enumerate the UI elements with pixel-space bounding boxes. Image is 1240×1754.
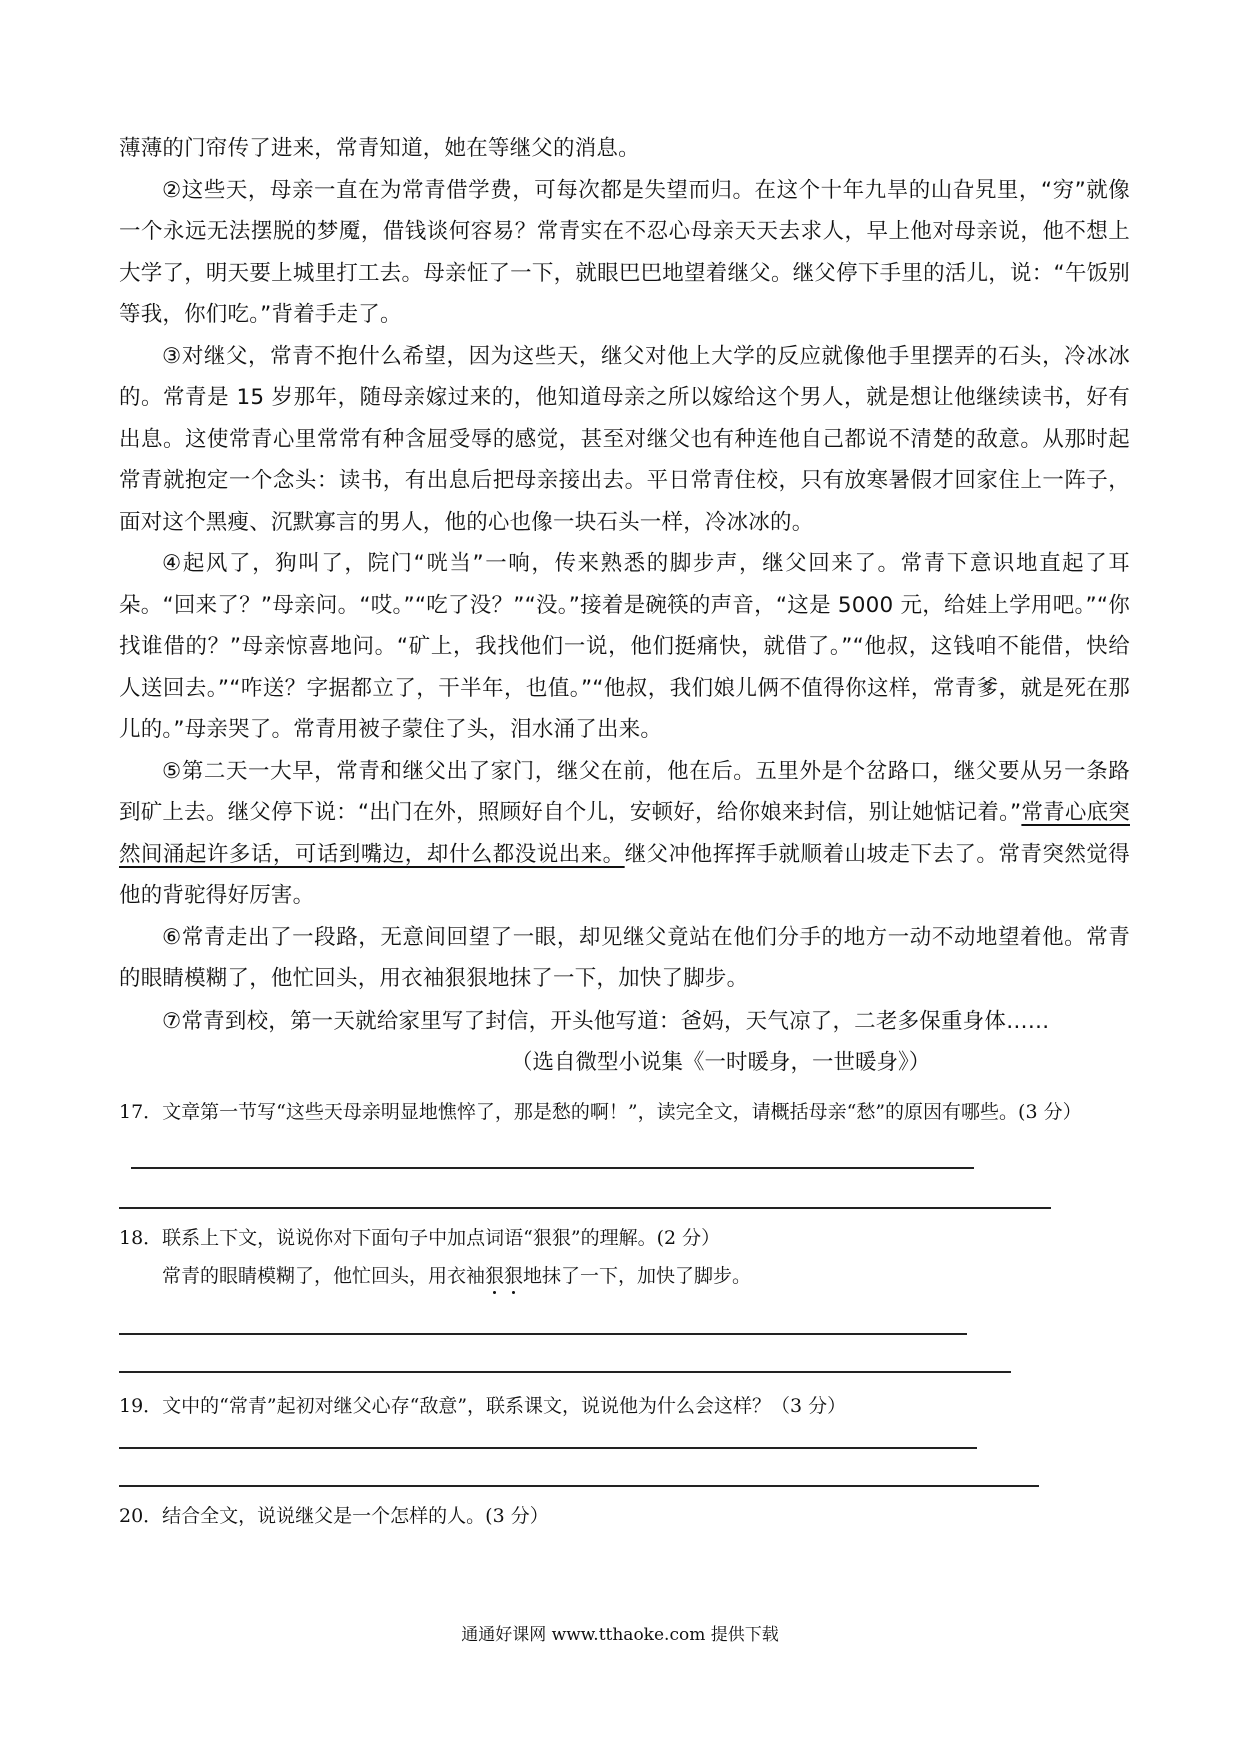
story-paragraph-2: ②这些天，母亲一直在为常青借学费，可每次都是失望而归。在这个十年九旱的山旮旯里，“穷”就像一个永远无法摆脱的梦魇，借钱谈何容易？常青实在不忍心母亲天天去求人，早上他对母亲说，他不想上大学了，明天要上城里打工去。母亲怔了一下，就眼巴巴地望着继父。继父停下手里的活儿，说：“午饭别等我，你们吃。”背着手走了。 — [119, 177, 1130, 327]
answer-line[interactable] — [119, 1333, 967, 1335]
story-source: （选自微型小说集《一时暖身，一世暖身》） — [511, 1050, 931, 1075]
sentence-after: 地抹了一下，加快了脚步。 — [523, 1265, 752, 1287]
paragraph-5-end: 继父冲他挥挥手就顺着山坡走下去了。常青突然觉得他的背驼得好厉害。 — [119, 841, 1130, 908]
answer-line[interactable] — [119, 1207, 1051, 1209]
question-20: 20．结合全文，说说继父是一个怎样的人。(3 分） — [119, 1505, 549, 1527]
question-18-sentence — [119, 1257, 1130, 1295]
dotted-character: 狠 — [485, 1265, 505, 1287]
answer-line[interactable] — [119, 1371, 1011, 1373]
question-17: 17．文章第一节写“这些天母亲明显地憔悴了，那是愁的啊！”，读完全文，请概括母亲“愁”的原因有哪些。(3 分） — [119, 1101, 1082, 1123]
question-19: 19．文中的“常青”起初对继父心存“敌意”，联系课文，说说他为什么会这样？（3 分） — [119, 1395, 847, 1417]
story-paragraph-3: ③对继父，常青不抱什么希望，因为这些天，继父对他上大学的反应就像他手里摆弄的石头，冷冰冰的。常青是 15 岁那年，随母亲嫁过来的，他知道母亲之所以嫁给这个男人，就是想让他继续读书，好有出息。这使常青心里常常有种含屈受辱的感觉，甚至对继父也有种连他自己都说不清楚的敌意。从那时起常青就抱定一个念头：读书，有出息后把母亲接出去。平日常青住校，只有放寒暑假才回家住上一阵子，面对这个黑瘦、沉默寡言的男人，他的心也像一块石头一样，冷冰冰的。 — [119, 343, 1130, 535]
page-footer: 通通好课网 www.tthaoke.com 提供下载 — [461, 1625, 779, 1645]
underlined-sentence: 常青心底突然间涌起许多话，可话到嘴边，却什么都没说出来。 — [119, 800, 1130, 867]
story-paragraph-7: ⑦常青到校，第一天就给家里写了封信，开头他写道：爸妈，天气凉了，二老多保重身体…… — [162, 1008, 1050, 1034]
dotted-character: 狠 — [504, 1265, 524, 1287]
answer-line[interactable] — [131, 1167, 974, 1169]
story-paragraph-6: ⑥常青走出了一段路，无意间回望了一眼，却见继父竟站在他们分手的地方一动不动地望着他。常青的眼睛模糊了，他忙回头，用衣袖狠狠地抹了一下，加快了脚步。 — [119, 924, 1130, 991]
paragraph-5-start: ⑤第二天一大早，常青和继父出了家门，继父在前，他在后。五里外是个岔路口，继父要从另一条路到矿上去。继父停下说：“出门在外，照顾好自个儿，安顿好，给你娘来封信，别让她惦记着。” — [119, 758, 1130, 825]
story-paragraph-4: ④起风了，狗叫了，院门“咣当”一响，传来熟悉的脚步声，继父回来了。常青下意识地直起了耳朵。“回来了？”母亲问。“哎。”“吃了没？”“没。”接着是碗筷的声音，“这是 5000 元，给娃上学用吧。”“你找谁借的？”母亲惊喜地问。“矿上，我找他们一说，他们挺痛快，就借了。”“他叔，这钱咱不能借，快给人送回去。”“咋送？字据都立了，干半年，也值。”“他叔，我们娘儿俩不值得你这样，常青爹，就是死在那儿的。”母亲哭了。常青用被子蒙住了头，泪水涌了出来。 — [119, 551, 1130, 742]
story-paragraph-5 — [119, 751, 1130, 917]
story-paragraph-1-tail: 薄薄的门帘传了进来，常青知道，她在等继父的消息。 — [119, 136, 640, 161]
question-18: 18．联系上下文，说说你对下面句子中加点词语“狠狠”的理解。(2 分） — [119, 1227, 721, 1249]
sentence-before: 常青的眼睛模糊了，他忙回头，用衣袖 — [162, 1265, 486, 1287]
answer-line[interactable] — [119, 1485, 1039, 1487]
answer-line[interactable] — [119, 1447, 977, 1449]
